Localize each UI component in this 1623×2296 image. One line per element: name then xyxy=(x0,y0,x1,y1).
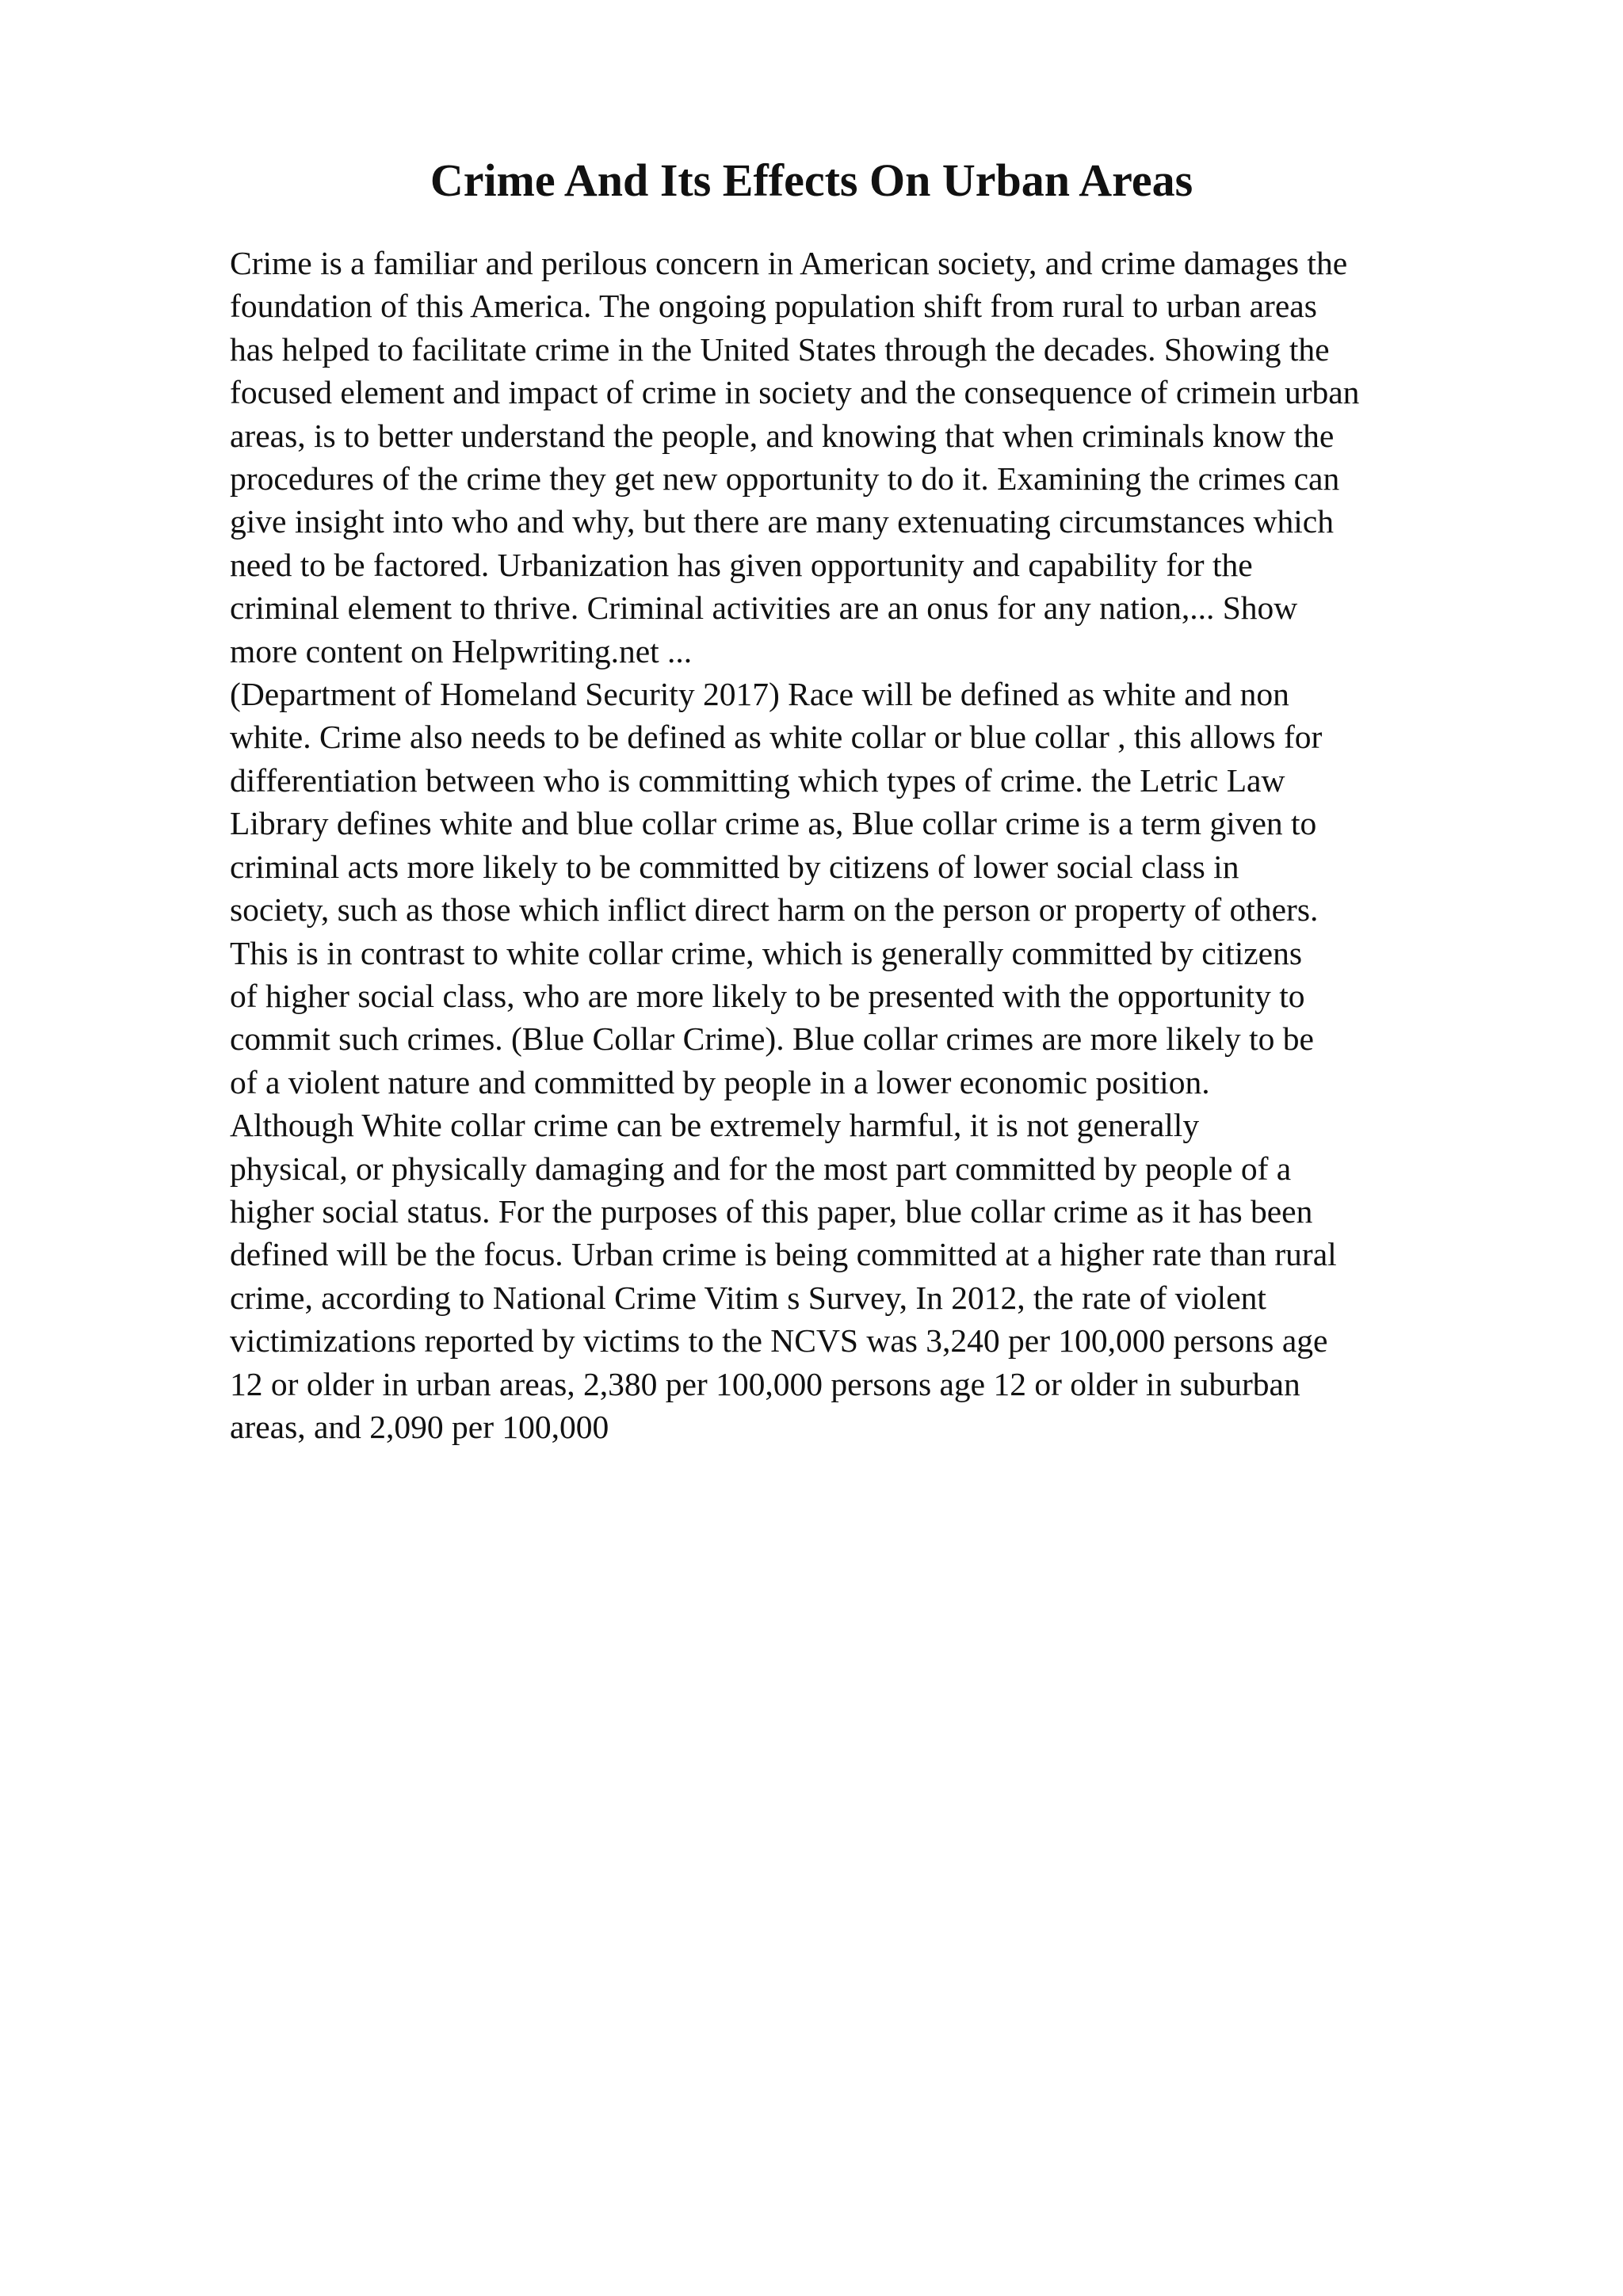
body-line: differentiation between who is committing which types of crime. the Letric Law xyxy=(230,761,1285,799)
body-line: Although White collar crime can be extremely harmful, it is not generally xyxy=(230,1107,1200,1144)
body-line: areas, and 2,090 per 100,000 xyxy=(230,1408,609,1445)
body-line: of a violent nature and committed by people in a lower economic position. xyxy=(230,1063,1210,1100)
body-line: of higher social class, who are more likely to be presented with the opportunity to xyxy=(230,977,1305,1014)
body-line: focused element and impact of crime in society and the consequence of crimein urban xyxy=(230,374,1360,411)
body-line: criminal element to thrive. Criminal activities are an onus for any nation,... Show xyxy=(230,589,1298,627)
body-line: criminal acts more likely to be committed by citizens of lower social class in xyxy=(230,848,1239,885)
body-line: This is in contrast to white collar crime, which is generally committed by citizens xyxy=(230,934,1303,971)
document-body xyxy=(230,242,1514,1448)
body-line: defined will be the focus. Urban crime is being committed at a higher rate than rural xyxy=(230,1236,1337,1273)
body-line: areas, is to better understand the people, and knowing that when criminals know the xyxy=(230,417,1335,454)
body-line: give insight into who and why, but there are many extenuating circumstances which xyxy=(230,503,1334,540)
body-line: higher social status. For the purposes of this paper, blue collar crime as it has been xyxy=(230,1192,1313,1230)
body-line: commit such crimes. (Blue Collar Crime). Blue collar crimes are more likely to be xyxy=(230,1020,1314,1058)
body-line: has helped to facilitate crime in the United States through the decades. Showing the xyxy=(230,330,1330,368)
body-line: physical, or physically damaging and for the most part committed by people of a xyxy=(230,1150,1292,1187)
document-title: Crime And Its Effects On Urban Areas xyxy=(430,154,1193,206)
body-line: crime, according to National Crime Vitim s Survey, In 2012, the rate of violent xyxy=(230,1279,1266,1316)
body-line: white. Crime also needs to be defined as white collar or blue collar , this allows for xyxy=(230,719,1323,756)
body-line: need to be factored. Urbanization has given opportunity and capability for the xyxy=(230,546,1253,583)
body-line: victimizations reported by victims to the NCVS was 3,240 per 100,000 persons age xyxy=(230,1322,1328,1360)
body-line: foundation of this America. The ongoing population shift from rural to urban areas xyxy=(230,288,1317,325)
body-line: procedures of the crime they get new opportunity to do it. Examining the crimes can xyxy=(230,460,1340,498)
body-line: Crime is a familiar and perilous concern in American society, and crime damages the xyxy=(230,245,1348,281)
body-line: 12 or older in urban areas, 2,380 per 100,000 persons age 12 or older in suburban xyxy=(230,1365,1300,1402)
body-line: society, such as those which inflict direct harm on the person or property of others. xyxy=(230,891,1319,929)
body-line: Library defines white and blue collar crime as, Blue collar crime is a term given to xyxy=(230,805,1317,842)
body-line: more content on Helpwriting.net ... xyxy=(230,632,693,669)
body-line: (Department of Homeland Security 2017) Race will be defined as white and non xyxy=(230,676,1289,713)
